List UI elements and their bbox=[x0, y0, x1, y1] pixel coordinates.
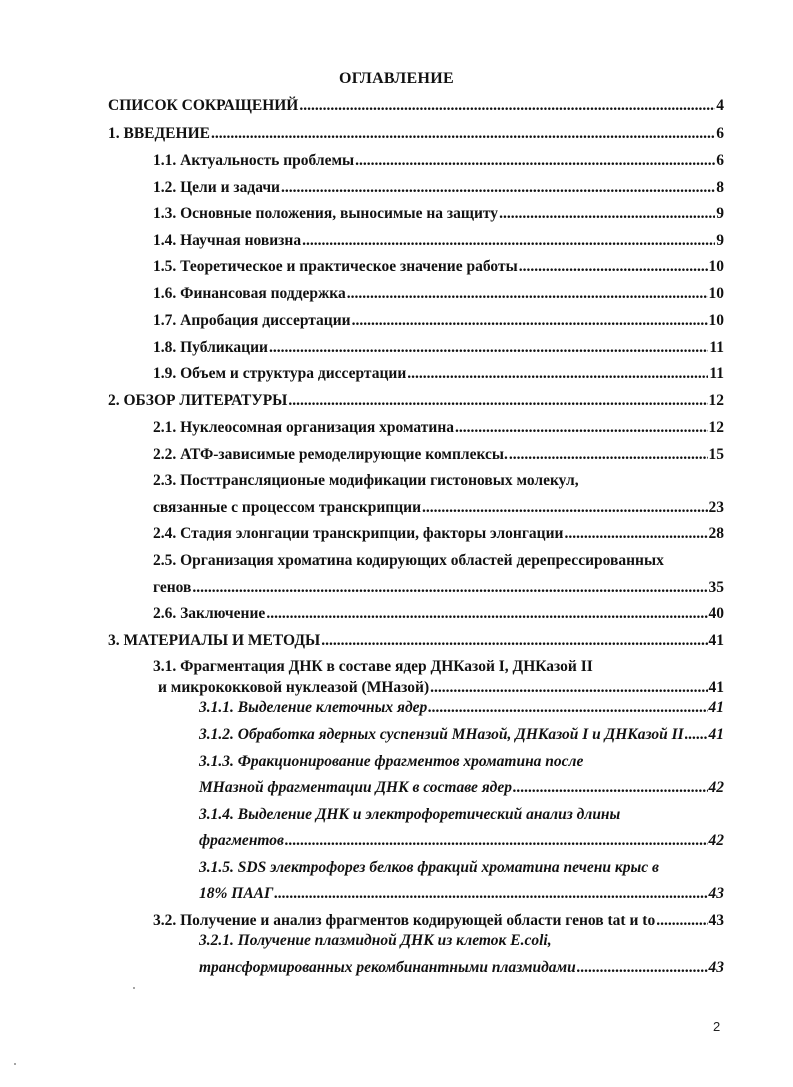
toc-entry[interactable]: связанные с процессом транскрипции ..... 23 bbox=[153, 500, 724, 516]
toc-entry[interactable]: МНазной фрагментации ДНК в составе ядер ..... 42 bbox=[199, 780, 724, 796]
toc-entry[interactable]: 3.2.1. Получение плазмидной ДНК из клеток E.coli, bbox=[199, 932, 552, 949]
toc-entry[interactable]: 2.3. Посттрансляционые модификации гистоновых молекул, bbox=[153, 472, 579, 489]
toc-entry[interactable]: 3.1.3. Фракционирование фрагментов хроматина после bbox=[199, 753, 584, 770]
toc-entry[interactable]: 1.9. Объем и структура диссертации ..... 11 bbox=[153, 366, 724, 382]
toc-entry[interactable]: 1. ВВЕДЕНИЕ ..... 6 bbox=[108, 126, 724, 142]
toc-entry[interactable]: 2.6. Заключение ..... 40 bbox=[153, 606, 724, 622]
toc-entry[interactable]: 1.6. Финансовая поддержка ..... 10 bbox=[153, 286, 724, 302]
toc-entry[interactable]: 2.5. Организация хроматина кодирующих областей дерепрессированных bbox=[153, 552, 664, 569]
toc-entry[interactable]: фрагментов ..... 42 bbox=[199, 833, 724, 849]
toc-entry[interactable]: 3.1.2. Обработка ядерных суспензий МНазой, ДНКазой I и ДНКазой II ..... 41 bbox=[199, 727, 724, 743]
toc-entry[interactable]: 1.4. Научная новизна ..... 9 bbox=[153, 233, 724, 249]
scan-speck bbox=[14, 1063, 16, 1065]
toc-entry[interactable]: 1.8. Публикации ..... 11 bbox=[153, 340, 724, 356]
toc-entry[interactable]: 3.2. Получение и анализ фрагментов кодирующей области генов tat и to ..... 43 bbox=[153, 913, 724, 929]
toc-entry[interactable]: 1.1. Актуальность проблемы ..... 6 bbox=[153, 153, 724, 169]
toc-entry[interactable]: 1.2. Цели и задачи ..... 8 bbox=[153, 180, 724, 196]
toc-entry[interactable]: 2. ОБЗОР ЛИТЕРАТУРЫ ..... 12 bbox=[108, 393, 724, 409]
toc-entry[interactable]: генов ..... 35 bbox=[153, 580, 724, 596]
toc-entry[interactable]: 2.1. Нуклеосомная организация хроматина ..... 12 bbox=[153, 420, 724, 436]
toc-entry[interactable]: СПИСОК СОКРАЩЕНИЙ ..... 4 bbox=[108, 98, 724, 114]
toc-entry[interactable]: 3.1.4. Выделение ДНК и электрофоретический анализ длины bbox=[199, 806, 621, 823]
toc-entry[interactable]: трансформированных рекомбинантными плазмидами ..... 43 bbox=[199, 960, 724, 976]
toc-entry[interactable]: 3. МАТЕРИАЛЫ И МЕТОДЫ ..... 41 bbox=[108, 633, 724, 649]
toc-entry[interactable]: 3.1.5. SDS электрофорез белков фракций хроматина печени крыс в bbox=[199, 859, 659, 876]
toc-entry[interactable]: 3.1. Фрагментация ДНК в составе ядер ДНКазой I, ДНКазой II bbox=[153, 658, 593, 675]
toc-entry[interactable]: и микрококковой нуклеазой (МНазой) ..... 41 bbox=[158, 680, 724, 696]
toc-entry[interactable]: 2.2. АТФ-зависимые ремоделирующие комплексы. ..... 15 bbox=[153, 447, 724, 463]
page-number: 2 bbox=[713, 1019, 721, 1034]
toc-entry[interactable]: 18% ПААГ ..... 43 bbox=[199, 886, 724, 902]
toc-entry[interactable]: 3.1.1. Выделение клеточных ядер ..... 41 bbox=[199, 700, 724, 716]
toc-entry[interactable]: 2.4. Стадия элонгации транскрипции, факторы элонгации ..... 28 bbox=[153, 526, 724, 542]
toc-entry[interactable]: 1.3. Основные положения, выносимые на защиту ..... 9 bbox=[153, 206, 724, 222]
toc-title: ОГЛАВЛЕНИЕ bbox=[339, 70, 454, 87]
toc-entry[interactable]: 1.7. Апробация диссертации ..... 10 bbox=[153, 313, 724, 329]
scan-speck bbox=[133, 987, 135, 989]
toc-entry[interactable]: 1.5. Теоретическое и практическое значение работы ..... 10 bbox=[153, 259, 724, 275]
